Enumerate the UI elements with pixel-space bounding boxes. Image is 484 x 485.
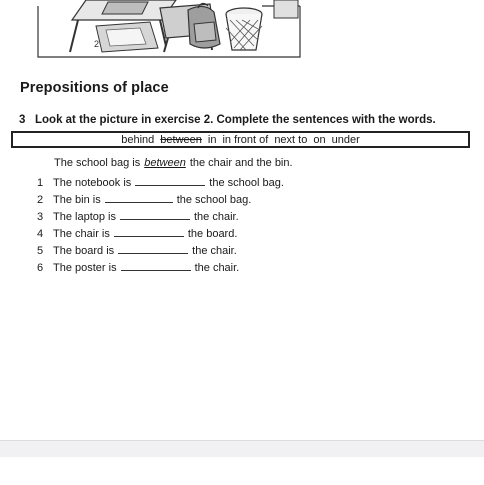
- word-box: [11, 131, 470, 148]
- bin-drawing: [226, 8, 262, 50]
- answer-blank[interactable]: [105, 192, 173, 203]
- sentence-after: the school bag.: [176, 194, 252, 206]
- bottom-toolbar-strip: [0, 440, 484, 458]
- school-bag-drawing: [188, 3, 220, 48]
- section-title: Prepositions of place: [20, 80, 169, 96]
- word-box-item: under: [331, 133, 360, 146]
- example-sentence: [54, 157, 293, 169]
- sentence-before: The laptop is: [53, 211, 116, 223]
- example-after: the chair and the bin.: [189, 157, 293, 169]
- sentence-after: the chair.: [193, 211, 239, 223]
- sentence-number: 3: [37, 211, 44, 223]
- answer-blank[interactable]: [120, 209, 190, 220]
- answer-blank[interactable]: [121, 260, 191, 271]
- example-before: The school bag is: [54, 157, 141, 169]
- example-answer: between: [144, 157, 186, 169]
- word-box-item: in front of: [222, 133, 269, 146]
- sentence-row: [37, 175, 284, 189]
- bottom-blank-area: [0, 457, 484, 485]
- sentence-after: the chair.: [192, 245, 237, 257]
- sentence-number: 2: [37, 194, 44, 206]
- sentence-row: [37, 192, 251, 206]
- word-box-item: next to: [274, 133, 308, 146]
- sentence-before: The bin is: [53, 194, 101, 206]
- illustration-number: 2: [94, 39, 100, 49]
- sentence-row: [37, 209, 239, 223]
- instruction-text: Look at the picture in exercise 2. Complete the sentences with the words.: [35, 114, 436, 126]
- word-box-item: in: [207, 133, 217, 146]
- exercise-number: 3: [19, 114, 26, 126]
- sentence-number: 6: [37, 262, 44, 274]
- sentence-number: 1: [37, 177, 44, 189]
- exercise-illustration: [0, 0, 484, 66]
- sentence-before: The poster is: [53, 262, 117, 274]
- notebook-drawing: [96, 22, 158, 52]
- word-box-item-used: between: [160, 133, 202, 146]
- sentence-number: 5: [37, 245, 44, 257]
- sentence-before: The board is: [53, 245, 115, 257]
- sentence-after: the school bag.: [209, 177, 284, 189]
- answer-blank[interactable]: [114, 226, 184, 237]
- sentence-after: the chair.: [194, 262, 240, 274]
- sentence-row: [37, 260, 239, 274]
- answer-blank[interactable]: [118, 243, 188, 254]
- sentence-before: The chair is: [53, 228, 110, 240]
- sentence-after: the board.: [187, 228, 238, 240]
- sentence-row: [37, 226, 237, 240]
- word-box-item: on: [313, 133, 326, 146]
- sentence-row: [37, 243, 237, 257]
- answer-blank[interactable]: [135, 175, 205, 186]
- exercise-instruction: [19, 114, 436, 126]
- sentence-number: 4: [37, 228, 44, 240]
- word-box-item: behind: [121, 133, 155, 146]
- sentence-before: The notebook is: [53, 177, 132, 189]
